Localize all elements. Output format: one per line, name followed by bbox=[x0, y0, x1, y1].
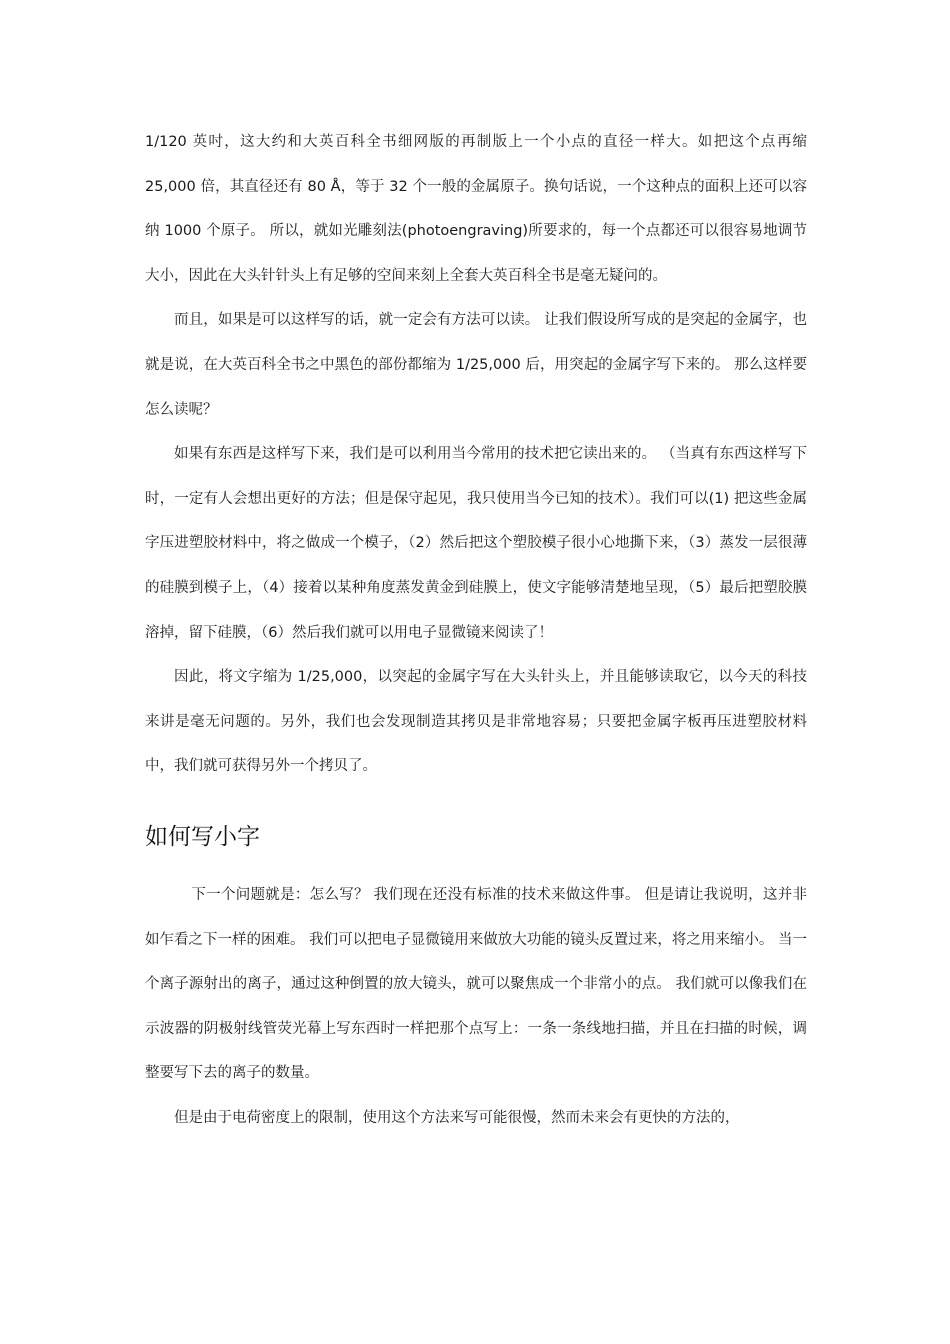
paragraph-conclusion: 因此，将文字缩为 1/25,000，以突起的金属字写在大头针头上，并且能够读取它，以今天的科技来讲是毫无问题的。另外，我们也会发现制造其拷贝是非常地容易；只要把金属字板再压进塑胶材料中，我们就可获得另外一个拷贝了。 bbox=[145, 669, 807, 775]
paragraph-continuation: 1/120 英吋，这大约和大英百科全书细网版的再制版上一个小点的直径一样大。如把这个点再缩 25,000 倍，其直径还有 80 Å，等于 32 个一般的金属原子。换句话说，一个这种点的面积上还可以容纳 1000 个原子。 所以，就如光雕刻法(photoengraving)所要求的，每一个点都还可以很容易地调节大小，因此在大头针针头上有足够的空间来刻上全套大英百科全书是毫无疑问的。 bbox=[145, 134, 807, 284]
document-page bbox=[145, 120, 807, 1140]
paragraph-charge-density: 但是由于电荷密度上的限制，使用这个方法来写可能很慢，然而未来会有更快的方法的， bbox=[174, 1109, 740, 1126]
section-heading: 如何写小字 bbox=[145, 823, 260, 850]
paragraph-how-to-write: 下一个问题就是：怎么写？ 我们现在还没有标准的技术来做这件事。 但是请让我说明，这并非如乍看之下一样的困难。 我们可以把电子显微镜用来做放大功能的镜头反置过来，将之用来缩小。 当一个离子源射出的离子，通过这种倒置的放大镜头，就可以聚焦成一个非常小的点。 我们就可以像我们在示波器的阴极射线管荧光幕上写东西时一样把那个点写上：一条一条线地扫描，并且在扫描的时候，调整要写下去的离子的数量。 bbox=[145, 886, 807, 1082]
paragraph-reading: 而且，如果是可以这样写的话，就一定会有方法可以读。 让我们假设所写成的是突起的金属字，也就是说，在大英百科全书之中黑色的部份都缩为 1/25,000 后，用突起的金属字写下来的。 那么这样要怎么读呢？ bbox=[145, 312, 807, 418]
paragraph-technique: 如果有东西是这样写下来，我们是可以利用当今常用的技术把它读出来的。 （当真有东西这样写下时，一定有人会想出更好的方法；但是保守起见，我只使用当今已知的技术）。我们可以(1) 把这些金属字压进塑胶材料中，将之做成一个模子，（2）然后把这个塑胶模子很小心地撕下来，（3）蒸发一层很薄的硅膜到模子上，（4）接着以某种角度蒸发黄金到硅膜上，使文字能够清楚地呈现，（5）最后把塑胶膜溶掉，留下硅膜，（6）然后我们就可以用电子显微镜来阅读了！ bbox=[145, 446, 807, 641]
